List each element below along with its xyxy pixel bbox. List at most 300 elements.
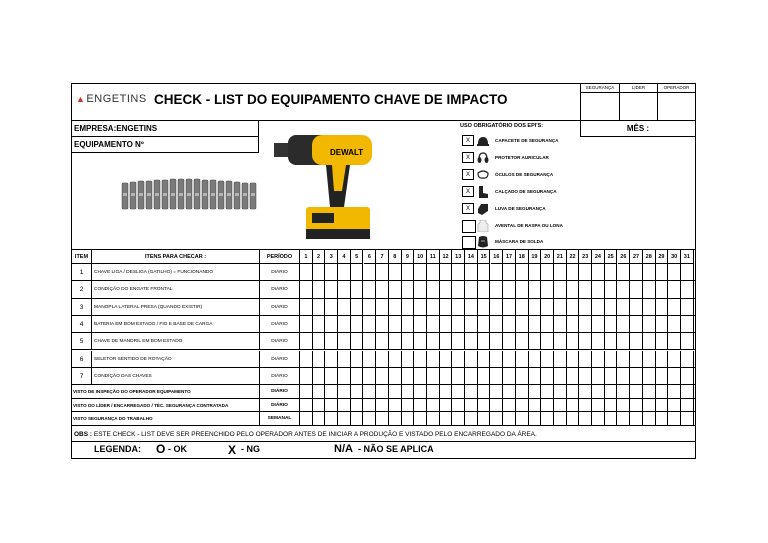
day-cell[interactable] [656, 264, 669, 280]
day-cell[interactable] [681, 299, 694, 315]
day-cell[interactable] [465, 399, 478, 412]
day-cell[interactable] [554, 281, 567, 297]
day-cell[interactable] [440, 399, 453, 412]
day-cell[interactable] [478, 385, 491, 398]
day-cell[interactable] [541, 299, 554, 315]
day-cell[interactable] [351, 351, 364, 367]
day-cell[interactable] [364, 351, 377, 367]
day-cell[interactable] [503, 385, 516, 398]
day-cell[interactable] [402, 385, 415, 398]
day-cell[interactable] [529, 264, 542, 280]
day-cell[interactable] [300, 264, 313, 280]
day-cell[interactable] [579, 351, 592, 367]
day-cell[interactable] [440, 333, 453, 349]
day-cell[interactable] [338, 351, 351, 367]
day-cell[interactable] [567, 351, 580, 367]
day-cell[interactable] [465, 333, 478, 349]
day-cell[interactable] [605, 399, 618, 412]
day-cell[interactable] [516, 351, 529, 367]
day-cell[interactable] [427, 385, 440, 398]
day-cell[interactable] [516, 399, 529, 412]
day-cell[interactable] [491, 412, 504, 425]
day-cell[interactable] [605, 368, 618, 384]
day-cell[interactable] [376, 368, 389, 384]
epi-checkbox[interactable] [462, 236, 476, 249]
day-cell[interactable] [478, 281, 491, 297]
day-cell[interactable] [541, 316, 554, 332]
day-cell[interactable] [592, 333, 605, 349]
day-cell[interactable] [389, 368, 402, 384]
day-cell[interactable] [681, 385, 694, 398]
day-cell[interactable] [389, 299, 402, 315]
day-cell[interactable] [478, 412, 491, 425]
day-cell[interactable] [516, 385, 529, 398]
day-cell[interactable] [300, 368, 313, 384]
day-cell[interactable] [668, 264, 681, 280]
day-cell[interactable] [592, 385, 605, 398]
day-cell[interactable] [668, 333, 681, 349]
day-cell[interactable] [656, 333, 669, 349]
day-cell[interactable] [440, 412, 453, 425]
day-cell[interactable] [618, 351, 631, 367]
day-cell[interactable] [427, 299, 440, 315]
day-cell[interactable] [376, 385, 389, 398]
signature-operador[interactable] [657, 84, 695, 121]
epi-checkbox[interactable]: X [462, 203, 474, 214]
day-cell[interactable] [516, 412, 529, 425]
day-cell[interactable] [313, 299, 326, 315]
day-cell[interactable] [656, 412, 669, 425]
day-cell[interactable] [338, 264, 351, 280]
day-cell[interactable] [427, 351, 440, 367]
day-cell[interactable] [529, 368, 542, 384]
day-cell[interactable] [681, 281, 694, 297]
day-cell[interactable] [440, 264, 453, 280]
epi-checkbox[interactable]: X [462, 152, 474, 163]
day-cell[interactable] [452, 399, 465, 412]
day-cell[interactable] [351, 281, 364, 297]
day-cell[interactable] [491, 351, 504, 367]
day-cell[interactable] [414, 412, 427, 425]
day-cell[interactable] [376, 316, 389, 332]
day-cell[interactable] [427, 399, 440, 412]
day-cell[interactable] [338, 333, 351, 349]
day-cell[interactable] [503, 368, 516, 384]
day-cell[interactable] [567, 385, 580, 398]
day-cell[interactable] [402, 316, 415, 332]
day-cell[interactable] [313, 412, 326, 425]
day-cell[interactable] [630, 412, 643, 425]
day-cell[interactable] [579, 264, 592, 280]
day-cell[interactable] [630, 333, 643, 349]
day-cell[interactable] [364, 264, 377, 280]
day-cell[interactable] [643, 264, 656, 280]
day-cell[interactable] [338, 412, 351, 425]
day-cell[interactable] [618, 412, 631, 425]
day-cell[interactable] [364, 399, 377, 412]
day-cell[interactable] [364, 316, 377, 332]
day-cell[interactable] [465, 385, 478, 398]
day-cell[interactable] [668, 299, 681, 315]
day-cell[interactable] [541, 281, 554, 297]
day-cell[interactable] [402, 333, 415, 349]
day-cell[interactable] [440, 299, 453, 315]
day-cell[interactable] [300, 316, 313, 332]
day-cell[interactable] [402, 412, 415, 425]
day-cell[interactable] [465, 299, 478, 315]
equipamento-field[interactable]: EQUIPAMENTO Nº [72, 137, 259, 153]
day-cell[interactable] [465, 412, 478, 425]
day-cell[interactable] [414, 368, 427, 384]
day-cell[interactable] [668, 351, 681, 367]
day-cell[interactable] [351, 316, 364, 332]
day-cell[interactable] [579, 412, 592, 425]
day-cell[interactable] [376, 399, 389, 412]
day-cell[interactable] [491, 333, 504, 349]
day-cell[interactable] [554, 264, 567, 280]
day-cell[interactable] [402, 399, 415, 412]
day-cell[interactable] [605, 412, 618, 425]
day-cell[interactable] [440, 368, 453, 384]
day-cell[interactable] [325, 333, 338, 349]
day-cell[interactable] [389, 399, 402, 412]
day-cell[interactable] [440, 351, 453, 367]
day-cell[interactable] [491, 385, 504, 398]
day-cell[interactable] [618, 333, 631, 349]
day-cell[interactable] [529, 299, 542, 315]
day-cell[interactable] [554, 412, 567, 425]
day-cell[interactable] [325, 281, 338, 297]
day-cell[interactable] [656, 368, 669, 384]
epi-checkbox[interactable]: X [462, 135, 474, 146]
epi-checkbox[interactable]: X [462, 169, 474, 180]
day-cell[interactable] [351, 333, 364, 349]
day-cell[interactable] [516, 333, 529, 349]
day-cell[interactable] [402, 281, 415, 297]
day-cell[interactable] [618, 399, 631, 412]
day-cell[interactable] [465, 368, 478, 384]
day-cell[interactable] [618, 385, 631, 398]
day-cell[interactable] [529, 399, 542, 412]
day-cell[interactable] [376, 333, 389, 349]
day-cell[interactable] [630, 385, 643, 398]
day-cell[interactable] [503, 316, 516, 332]
day-cell[interactable] [554, 385, 567, 398]
day-cell[interactable] [351, 399, 364, 412]
day-cell[interactable] [452, 281, 465, 297]
day-cell[interactable] [300, 281, 313, 297]
day-cell[interactable] [402, 351, 415, 367]
day-cell[interactable] [364, 385, 377, 398]
day-cell[interactable] [503, 333, 516, 349]
day-cell[interactable] [313, 316, 326, 332]
day-cell[interactable] [491, 281, 504, 297]
day-cell[interactable] [402, 299, 415, 315]
day-cell[interactable] [313, 264, 326, 280]
day-cell[interactable] [516, 368, 529, 384]
day-cell[interactable] [630, 368, 643, 384]
day-cell[interactable] [389, 351, 402, 367]
day-cell[interactable] [364, 281, 377, 297]
day-cell[interactable] [351, 264, 364, 280]
day-cell[interactable] [668, 399, 681, 412]
day-cell[interactable] [656, 316, 669, 332]
day-cell[interactable] [325, 351, 338, 367]
day-cell[interactable] [592, 412, 605, 425]
day-cell[interactable] [427, 281, 440, 297]
day-cell[interactable] [338, 299, 351, 315]
day-cell[interactable] [630, 264, 643, 280]
day-cell[interactable] [313, 385, 326, 398]
day-cell[interactable] [376, 281, 389, 297]
day-cell[interactable] [300, 351, 313, 367]
day-cell[interactable] [567, 333, 580, 349]
day-cell[interactable] [630, 281, 643, 297]
signature-seguranca[interactable] [580, 84, 619, 121]
day-cell[interactable] [313, 368, 326, 384]
day-cell[interactable] [554, 351, 567, 367]
day-cell[interactable] [529, 412, 542, 425]
day-cell[interactable] [389, 333, 402, 349]
day-cell[interactable] [643, 333, 656, 349]
day-cell[interactable] [541, 351, 554, 367]
day-cell[interactable] [452, 412, 465, 425]
day-cell[interactable] [592, 264, 605, 280]
day-cell[interactable] [478, 264, 491, 280]
day-cell[interactable] [313, 399, 326, 412]
day-cell[interactable] [452, 299, 465, 315]
day-cell[interactable] [338, 368, 351, 384]
day-cell[interactable] [567, 264, 580, 280]
day-cell[interactable] [491, 316, 504, 332]
day-cell[interactable] [605, 281, 618, 297]
day-cell[interactable] [668, 385, 681, 398]
day-cell[interactable] [325, 316, 338, 332]
day-cell[interactable] [376, 264, 389, 280]
day-cell[interactable] [414, 385, 427, 398]
day-cell[interactable] [389, 281, 402, 297]
day-cell[interactable] [681, 412, 694, 425]
day-cell[interactable] [618, 368, 631, 384]
day-cell[interactable] [478, 351, 491, 367]
day-cell[interactable] [427, 412, 440, 425]
day-cell[interactable] [541, 399, 554, 412]
day-cell[interactable] [402, 368, 415, 384]
day-cell[interactable] [529, 385, 542, 398]
day-cell[interactable] [491, 368, 504, 384]
signature-lider[interactable] [619, 84, 657, 121]
day-cell[interactable] [503, 351, 516, 367]
day-cell[interactable] [325, 299, 338, 315]
day-cell[interactable] [414, 281, 427, 297]
day-cell[interactable] [351, 412, 364, 425]
day-cell[interactable] [452, 333, 465, 349]
day-cell[interactable] [414, 264, 427, 280]
day-cell[interactable] [605, 299, 618, 315]
empresa-field[interactable]: EMPRESA:ENGETINS [72, 121, 259, 137]
day-cell[interactable] [389, 385, 402, 398]
day-cell[interactable] [618, 264, 631, 280]
day-cell[interactable] [618, 316, 631, 332]
day-cell[interactable] [313, 351, 326, 367]
day-cell[interactable] [681, 333, 694, 349]
day-cell[interactable] [630, 316, 643, 332]
day-cell[interactable] [579, 399, 592, 412]
day-cell[interactable] [554, 333, 567, 349]
day-cell[interactable] [579, 385, 592, 398]
day-cell[interactable] [681, 316, 694, 332]
day-cell[interactable] [656, 299, 669, 315]
day-cell[interactable] [478, 299, 491, 315]
day-cell[interactable] [389, 264, 402, 280]
day-cell[interactable] [503, 399, 516, 412]
day-cell[interactable] [605, 316, 618, 332]
day-cell[interactable] [300, 299, 313, 315]
day-cell[interactable] [643, 316, 656, 332]
day-cell[interactable] [376, 299, 389, 315]
day-cell[interactable] [567, 412, 580, 425]
day-cell[interactable] [364, 412, 377, 425]
day-cell[interactable] [529, 351, 542, 367]
day-cell[interactable] [643, 385, 656, 398]
day-cell[interactable] [681, 368, 694, 384]
day-cell[interactable] [452, 316, 465, 332]
day-cell[interactable] [605, 264, 618, 280]
day-cell[interactable] [414, 399, 427, 412]
day-cell[interactable] [529, 333, 542, 349]
day-cell[interactable] [579, 299, 592, 315]
day-cell[interactable] [440, 385, 453, 398]
day-cell[interactable] [364, 333, 377, 349]
day-cell[interactable] [503, 281, 516, 297]
day-cell[interactable] [478, 399, 491, 412]
day-cell[interactable] [440, 281, 453, 297]
day-cell[interactable] [516, 316, 529, 332]
day-cell[interactable] [313, 333, 326, 349]
day-cell[interactable] [300, 385, 313, 398]
day-cell[interactable] [541, 264, 554, 280]
day-cell[interactable] [325, 368, 338, 384]
day-cell[interactable] [643, 368, 656, 384]
day-cell[interactable] [338, 385, 351, 398]
day-cell[interactable] [465, 281, 478, 297]
day-cell[interactable] [567, 399, 580, 412]
day-cell[interactable] [338, 316, 351, 332]
day-cell[interactable] [554, 316, 567, 332]
day-cell[interactable] [529, 316, 542, 332]
day-cell[interactable] [681, 399, 694, 412]
day-cell[interactable] [668, 368, 681, 384]
day-cell[interactable] [567, 281, 580, 297]
day-cell[interactable] [325, 385, 338, 398]
day-cell[interactable] [567, 299, 580, 315]
day-cell[interactable] [465, 316, 478, 332]
day-cell[interactable] [643, 412, 656, 425]
mes-field[interactable]: MÊS : [580, 121, 695, 137]
day-cell[interactable] [414, 316, 427, 332]
day-cell[interactable] [491, 399, 504, 412]
day-cell[interactable] [554, 399, 567, 412]
day-cell[interactable] [592, 316, 605, 332]
day-cell[interactable] [643, 351, 656, 367]
day-cell[interactable] [630, 399, 643, 412]
day-cell[interactable] [618, 281, 631, 297]
day-cell[interactable] [414, 299, 427, 315]
day-cell[interactable] [579, 333, 592, 349]
day-cell[interactable] [351, 385, 364, 398]
day-cell[interactable] [452, 385, 465, 398]
day-cell[interactable] [541, 412, 554, 425]
day-cell[interactable] [592, 299, 605, 315]
day-cell[interactable] [325, 412, 338, 425]
day-cell[interactable] [541, 368, 554, 384]
day-cell[interactable] [681, 351, 694, 367]
day-cell[interactable] [351, 368, 364, 384]
day-cell[interactable] [376, 412, 389, 425]
day-cell[interactable] [491, 299, 504, 315]
day-cell[interactable] [300, 333, 313, 349]
day-cell[interactable] [516, 299, 529, 315]
day-cell[interactable] [567, 316, 580, 332]
day-cell[interactable] [452, 264, 465, 280]
day-cell[interactable] [618, 299, 631, 315]
day-cell[interactable] [567, 368, 580, 384]
day-cell[interactable] [681, 264, 694, 280]
day-cell[interactable] [605, 333, 618, 349]
day-cell[interactable] [529, 281, 542, 297]
day-cell[interactable] [668, 316, 681, 332]
day-cell[interactable] [643, 299, 656, 315]
day-cell[interactable] [668, 281, 681, 297]
day-cell[interactable] [592, 351, 605, 367]
day-cell[interactable] [427, 316, 440, 332]
day-cell[interactable] [656, 399, 669, 412]
day-cell[interactable] [503, 299, 516, 315]
day-cell[interactable] [541, 385, 554, 398]
day-cell[interactable] [554, 299, 567, 315]
day-cell[interactable] [643, 281, 656, 297]
epi-checkbox[interactable] [462, 220, 476, 233]
day-cell[interactable] [668, 412, 681, 425]
day-cell[interactable] [427, 333, 440, 349]
day-cell[interactable] [325, 399, 338, 412]
day-cell[interactable] [440, 316, 453, 332]
day-cell[interactable] [465, 264, 478, 280]
day-cell[interactable] [592, 368, 605, 384]
day-cell[interactable] [656, 351, 669, 367]
day-cell[interactable] [364, 368, 377, 384]
day-cell[interactable] [376, 351, 389, 367]
day-cell[interactable] [414, 333, 427, 349]
day-cell[interactable] [300, 412, 313, 425]
day-cell[interactable] [516, 264, 529, 280]
day-cell[interactable] [579, 316, 592, 332]
day-cell[interactable] [605, 385, 618, 398]
day-cell[interactable] [503, 412, 516, 425]
day-cell[interactable] [503, 264, 516, 280]
day-cell[interactable] [300, 399, 313, 412]
day-cell[interactable] [579, 281, 592, 297]
day-cell[interactable] [402, 264, 415, 280]
day-cell[interactable] [338, 281, 351, 297]
day-cell[interactable] [516, 281, 529, 297]
day-cell[interactable] [656, 385, 669, 398]
day-cell[interactable] [414, 351, 427, 367]
day-cell[interactable] [313, 281, 326, 297]
day-cell[interactable] [478, 316, 491, 332]
epi-checkbox[interactable]: X [462, 186, 474, 197]
day-cell[interactable] [592, 399, 605, 412]
